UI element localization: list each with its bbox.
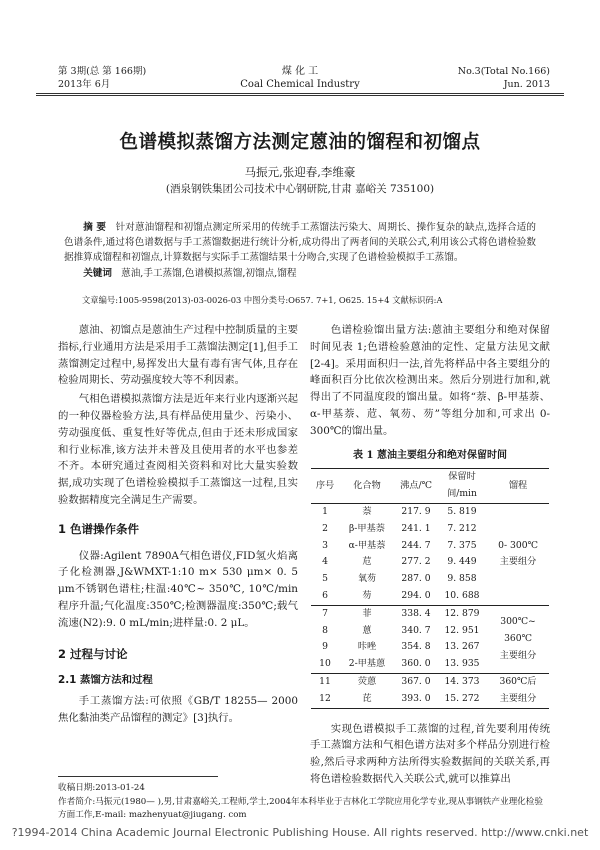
retention-time: 14. 373 [444, 675, 480, 687]
boiling-point: 287. 0 [401, 573, 431, 585]
author-bio: 作者简介:马振元(1980— ),男,甘肃嘉峪关,工程师,学士,2004年本科毕业于吉林化工学院应用化学专业,现从事钢铁产业理化检验方面工作,E-mail: mazhenyuat@jiugang. com [58, 797, 543, 820]
compound-name: β-甲基萘 [349, 522, 385, 534]
retention-time: 5. 819 [447, 505, 477, 517]
retention-time: 9. 449 [447, 556, 477, 568]
header-compound: 化合物 [353, 479, 381, 491]
retention-time: 9. 858 [447, 573, 477, 585]
section-2-1-heading: 2.1 蒸馏方法和过程 [58, 674, 153, 687]
issue-number-english: No.3(Total No.166) [457, 66, 550, 77]
method-paragraph: 色谱检验馏出量方法:蒽油主要组分和绝对保留时间见表 1;色谱检验蒽油的定性、定量方法见文献[2-4]。采用面积归一法,首先将样品中各主要组分的峰面积百分比依次检测出来。然后分别进行加和,就得出了不同温度段的馏出量。如将“萘、β-甲基萘、α-甲基萘、苊、氧芴、芴”等组分加和,可求出 0- 300℃的馏出量。 [310, 324, 550, 437]
header-distillation-range: 馏程 [508, 479, 528, 491]
row-index: 5 [322, 573, 328, 585]
boiling-point: 354. 8 [401, 641, 431, 653]
retention-time: 7. 375 [447, 539, 477, 551]
row-index: 1 [322, 505, 328, 517]
keywords: 蒽油,手工蒸馏,色谱模拟蒸馏,初馏点,馏程 [121, 267, 297, 279]
compound-name: 蒽 [362, 624, 372, 636]
retention-time: 10. 688 [444, 589, 480, 601]
authors: 马振元,张迎春,李维豪 [244, 165, 356, 179]
retention-time: 12. 951 [444, 624, 480, 636]
components-table [311, 468, 549, 708]
footnote-rule [58, 776, 218, 777]
section-2-heading: 2 过程与讨论 [58, 646, 128, 661]
compound-name: 2-甲基蒽 [348, 658, 386, 670]
table-row [311, 673, 549, 690]
header-rule [36, 93, 564, 94]
compound-name: 氧芴 [357, 573, 377, 585]
retention-time: 15. 272 [444, 692, 480, 704]
journal-name: 煤 化 工 [281, 66, 319, 77]
section-2-1-text: 手工蒸馏方法:可依照《GB/T 18255— 2000焦化黏油类产品馏程的测定》[3]执行。 [58, 695, 298, 724]
issue-number: 第 3期(总 第 166期) [58, 66, 147, 77]
affiliation: (酒泉钢铁集团公司技术中心钢研院,甘肃 嘉峪关 735100) [165, 183, 435, 195]
boiling-point: 217. 9 [401, 505, 431, 517]
boiling-point: 241. 1 [401, 522, 431, 534]
compound-name: 芘 [362, 692, 372, 704]
boiling-point: 244. 7 [401, 539, 431, 551]
journal-name-english: Coal Chemical Industry [240, 79, 360, 90]
copyright-line: ?1994-2014 China Academic Journal Electronic Publishing House. All rights reserved. http://www.cnki.net [11, 826, 589, 839]
range-label: 360℃后 [499, 675, 537, 687]
row-index: 6 [322, 589, 328, 601]
right-column [310, 322, 550, 788]
header-boiling-point: 沸点/℃ [400, 479, 432, 491]
boiling-point: 277. 2 [401, 556, 431, 568]
range-note: 主要组分 [499, 692, 537, 704]
left-column [58, 322, 298, 727]
range-label: 300℃~ 360℃ [500, 616, 536, 644]
row-index: 7 [322, 607, 328, 619]
keywords-label: 关键词 [83, 267, 112, 279]
boiling-point: 294. 0 [401, 589, 431, 601]
row-index: 10 [319, 658, 331, 670]
row-index: 4 [322, 556, 328, 568]
row-index: 11 [319, 675, 331, 687]
row-index: 9 [322, 641, 328, 653]
issue-date-english: Jun. 2013 [503, 79, 550, 90]
section-1-text: 仪器:Agilent 7890A气相色谱仪,FID氢火焰离子化检测器,J&WMXT-1:10 m× 530 μm× 0. 5 μm不锈钢色谱柱;柱温:40℃~ 350℃, 10℃/min程序升温;气化温度:350℃;检测器温度:350℃;载气流速(N2):9. 0 mL/min;进样量:0. 2 μL。 [58, 549, 298, 629]
compound-name: 芴 [362, 589, 372, 601]
retention-time: 7. 212 [447, 522, 477, 534]
abstract-label: 摘 要 [83, 222, 107, 233]
boiling-point: 340. 7 [401, 624, 431, 636]
row-index: 2 [322, 522, 328, 534]
boiling-point: 393. 0 [401, 692, 431, 704]
header-index: 序号 [315, 479, 335, 491]
compound-name: 萘 [362, 505, 372, 517]
compound-name: 荧蒽 [357, 675, 377, 687]
header-rule-2 [36, 95, 564, 96]
row-index: 3 [322, 539, 328, 551]
range-note: 主要组分 [499, 649, 537, 661]
range-label: 0- 300℃ [498, 539, 538, 551]
distillation-range [487, 605, 549, 673]
retention-time: 12. 879 [444, 607, 480, 619]
compound-name: α-甲基萘 [348, 539, 386, 551]
abstract [64, 220, 536, 281]
distillation-range [487, 503, 549, 605]
compound-name: 苊 [362, 556, 372, 568]
table-row [311, 503, 549, 520]
boiling-point: 338. 4 [401, 607, 431, 619]
compound-name: 咔唑 [357, 641, 377, 653]
range-note: 主要组分 [499, 556, 537, 568]
row-index: 12 [319, 692, 331, 704]
abstract-text: 针对蒽油馏程和初馏点测定所采用的传统手工蒸馏法污染大、周期长、操作复杂的缺点,选择合适的色谱条件,通过将色谱数据与手工蒸馏数据进行统计分析,成功得出了两者间的关联公式,利用该公式将色谱检验数据推算成馏程和初馏点,计算数据与实际手工蒸馏结果十分吻合,实现了色谱检验模拟手工蒸馏。 [64, 222, 536, 264]
compound-name: 菲 [362, 607, 372, 619]
retention-time: 13. 267 [444, 641, 480, 653]
paper-title: 色谱模拟蒸馏方法测定蒽油的馏程和初馏点 [119, 132, 481, 153]
received-date: 收稿日期:2013-01-24 [58, 783, 145, 793]
intro-paragraph-2: 气相色谱模拟蒸馏方法是近年来行业内逐渐兴起的一种仪器检验方法,具有样品使用量少、污染小、劳动强度低、重复性好等优点,但由于还未形成国家和行业标准,该方法并未普及且使用者的水平也参差不齐。本研究通过查阅相关资料和对比大量实验数据,成功实现了色谱检验模拟手工蒸馏这一过程,且实验数据精度完全满足生产需要。 [58, 393, 298, 506]
table-row [311, 605, 549, 622]
distillation-range [487, 673, 549, 708]
boiling-point: 360. 0 [401, 658, 431, 670]
intro-paragraph-1: 蒽油、初馏点是蒽油生产过程中控制质量的主要指标,行业通用方法是采用手工蒸馏法测定[1],但手工蒸馏测定过程中,易挥发出大量有毒有害气体,且存在检验周期长、劳动强度较大等不利因素。 [58, 324, 298, 387]
row-index: 8 [322, 624, 328, 636]
issue-date: 2013年 6月 [58, 79, 111, 90]
boiling-point: 367. 0 [401, 675, 431, 687]
article-meta: 文章编号:1005-9598(2013)-03-0026-03 中图分类号:O657. 7+1, O625. 15+4 文献标识码:A [82, 295, 443, 305]
table-caption: 表 1 蒽油主要组分和绝对保留时间 [353, 449, 507, 461]
section-1-heading: 1 色谱操作条件 [58, 521, 140, 536]
process-paragraph: 实现色谱模拟手工蒸馏的过程,首先要利用传统手工蒸馏方法和气相色谱方法对多个样品分别进行检验,然后寻求两种方法所得实验数据间的关联关系,再将色谱检验数据代入关联公式,就可以推算出 [310, 722, 550, 785]
header-retention-time: 保留时间/min [447, 471, 477, 500]
retention-time: 13. 935 [444, 658, 480, 670]
